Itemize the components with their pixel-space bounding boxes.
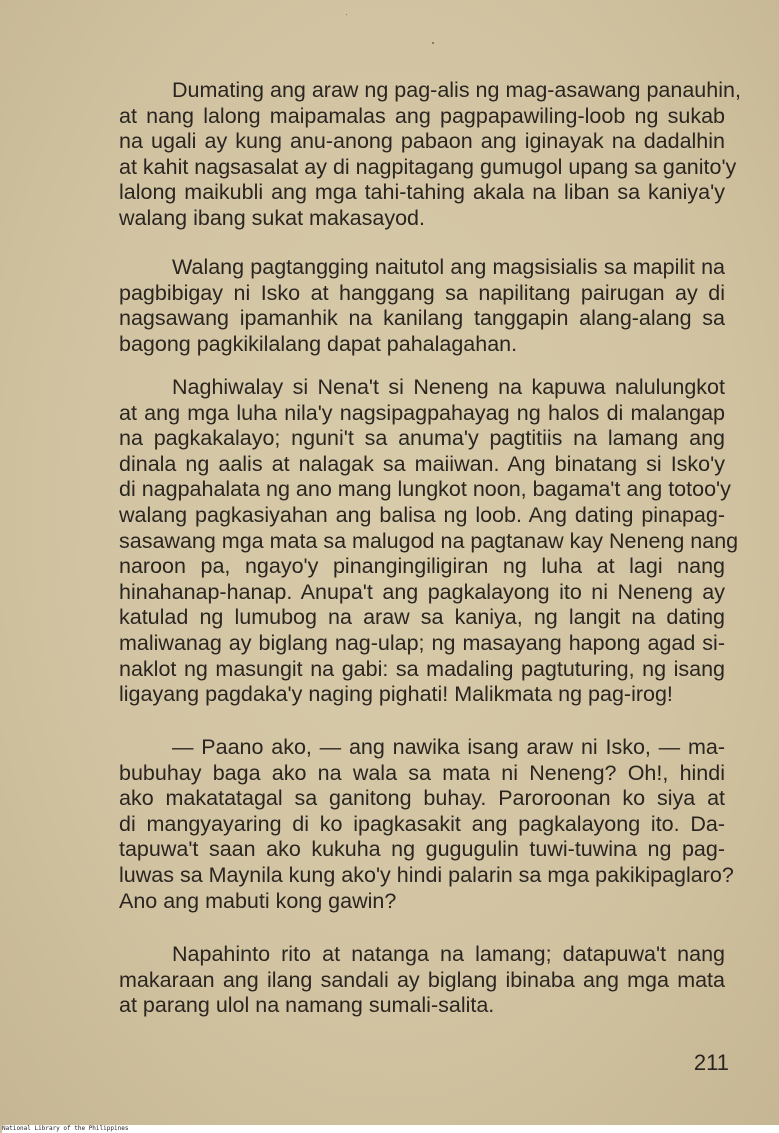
text-line: Walang pagtangging naitutol ang magsisialis sa mapilit na (172, 255, 725, 279)
text-line: na pagkakalayo; nguni't sa anuma'y pagtitiis na lamang ang (119, 426, 725, 451)
page-number: 211 (693, 1050, 729, 1075)
paragraph-3 (66, 375, 739, 708)
text-line: naroon pa, ngayo'y pinangingiligiran ng luha at lagi nang (119, 554, 725, 579)
text-line: bubuhay baga ako na wala sa mata ni Neneng? Oh!, hindi (119, 760, 725, 785)
paper-speck (346, 14, 347, 15)
text-line: tapuwa't saan ako kukuha ng gugugulin tuwi-tuwina ng pag- (119, 837, 725, 862)
text-line: bagong pagkikilalang dapat pahalagahan. (119, 331, 518, 356)
paragraph-5 (66, 942, 725, 1019)
text-line: Napahinto rito at natanga na lamang; datapuwa't nang (172, 942, 725, 966)
text-line: lalong maikubli ang mga tahi-tahing akala na liban sa kaniya'y (119, 180, 725, 205)
text-line: ako makatatagal sa ganitong buhay. Paroroonan ko siya at (119, 786, 725, 811)
text-line: dinala ng aalis at nalagak sa maiiwan. Ang binatang si Isko'y (119, 451, 725, 476)
library-watermark: National Library of the Philippines (2, 1125, 779, 1133)
text-line: at parang ulol na namang sumali-salita. (119, 993, 495, 1018)
paragraph-4 (66, 735, 734, 914)
text-line: Naghiwalay si Nena't si Neneng na kapuwa nalulungkot (172, 375, 725, 399)
text-line: pagbibigay ni Isko at hanggang sa napilitang pairugan ay di (119, 280, 725, 305)
text-line: katulad ng lumubog na araw sa kaniya, ng langit na dating (119, 605, 725, 630)
text-line: di mangyayaring di ko ipagkasakit ang pagkalayong ito. Da- (119, 811, 725, 836)
text-line: naklot ng masungit na gabi: sa madaling pagtuturing, ng isang (119, 656, 725, 681)
text-line: hinahanap-hanap. Anupa't ang pagkalayong ito ni Neneng ay (119, 579, 725, 604)
text-line: at kahit nagsasalat ay di nagpitagang gumugol upang sa ganito'y (119, 154, 737, 179)
text-line: luwas sa Maynila kung ako'y hindi palarin sa mga pakikipaglaro? (119, 862, 734, 887)
paragraph-2 (66, 255, 725, 357)
text-line: maliwanag ay biglang nag-ulap; ng masayang hapong agad si- (119, 630, 725, 655)
text-line: — Paano ako, — ang nawika isang araw ni Isko, — ma- (172, 735, 725, 759)
text-line: walang ibang sukat makasayod. (119, 205, 425, 230)
text-line: di nagpahalata ng ano mang lungkot noon, bagama't ang totoo'y (119, 477, 731, 502)
text-line: na ugali ay kung anu-anong pabaon ang iginayak na dadalhin (119, 129, 725, 154)
text-line: makaraan ang ilang sandali ay biglang ibinaba ang mga mata (119, 967, 725, 992)
text-line: at nang lalong maipamalas ang pagpapawiling-loob ng sukab (119, 103, 725, 128)
text-line: Dumating ang araw ng pag-alis ng mag-asawang panauhin, (172, 78, 741, 102)
text-line: walang pagkasiyahan ang balisa ng loob. Ang dating pinapag- (119, 502, 725, 527)
paragraph-1 (66, 78, 741, 232)
text-line: at ang mga luha nila'y nagsipagpahayag ng halos di malangap (119, 400, 725, 425)
text-line: Ano ang mabuti kong gawin? (119, 888, 397, 913)
text-line: nagsawang ipamanhik na kanilang tanggapin alang-alang sa (119, 306, 725, 331)
paper-speck (432, 42, 434, 44)
text-line: sasawang mga mata sa malugod na pagtanaw kay Neneng nang (119, 528, 739, 553)
text-line: ligayang pagdaka'y naging pighati! Malikmata ng pag-irog! (119, 682, 673, 707)
